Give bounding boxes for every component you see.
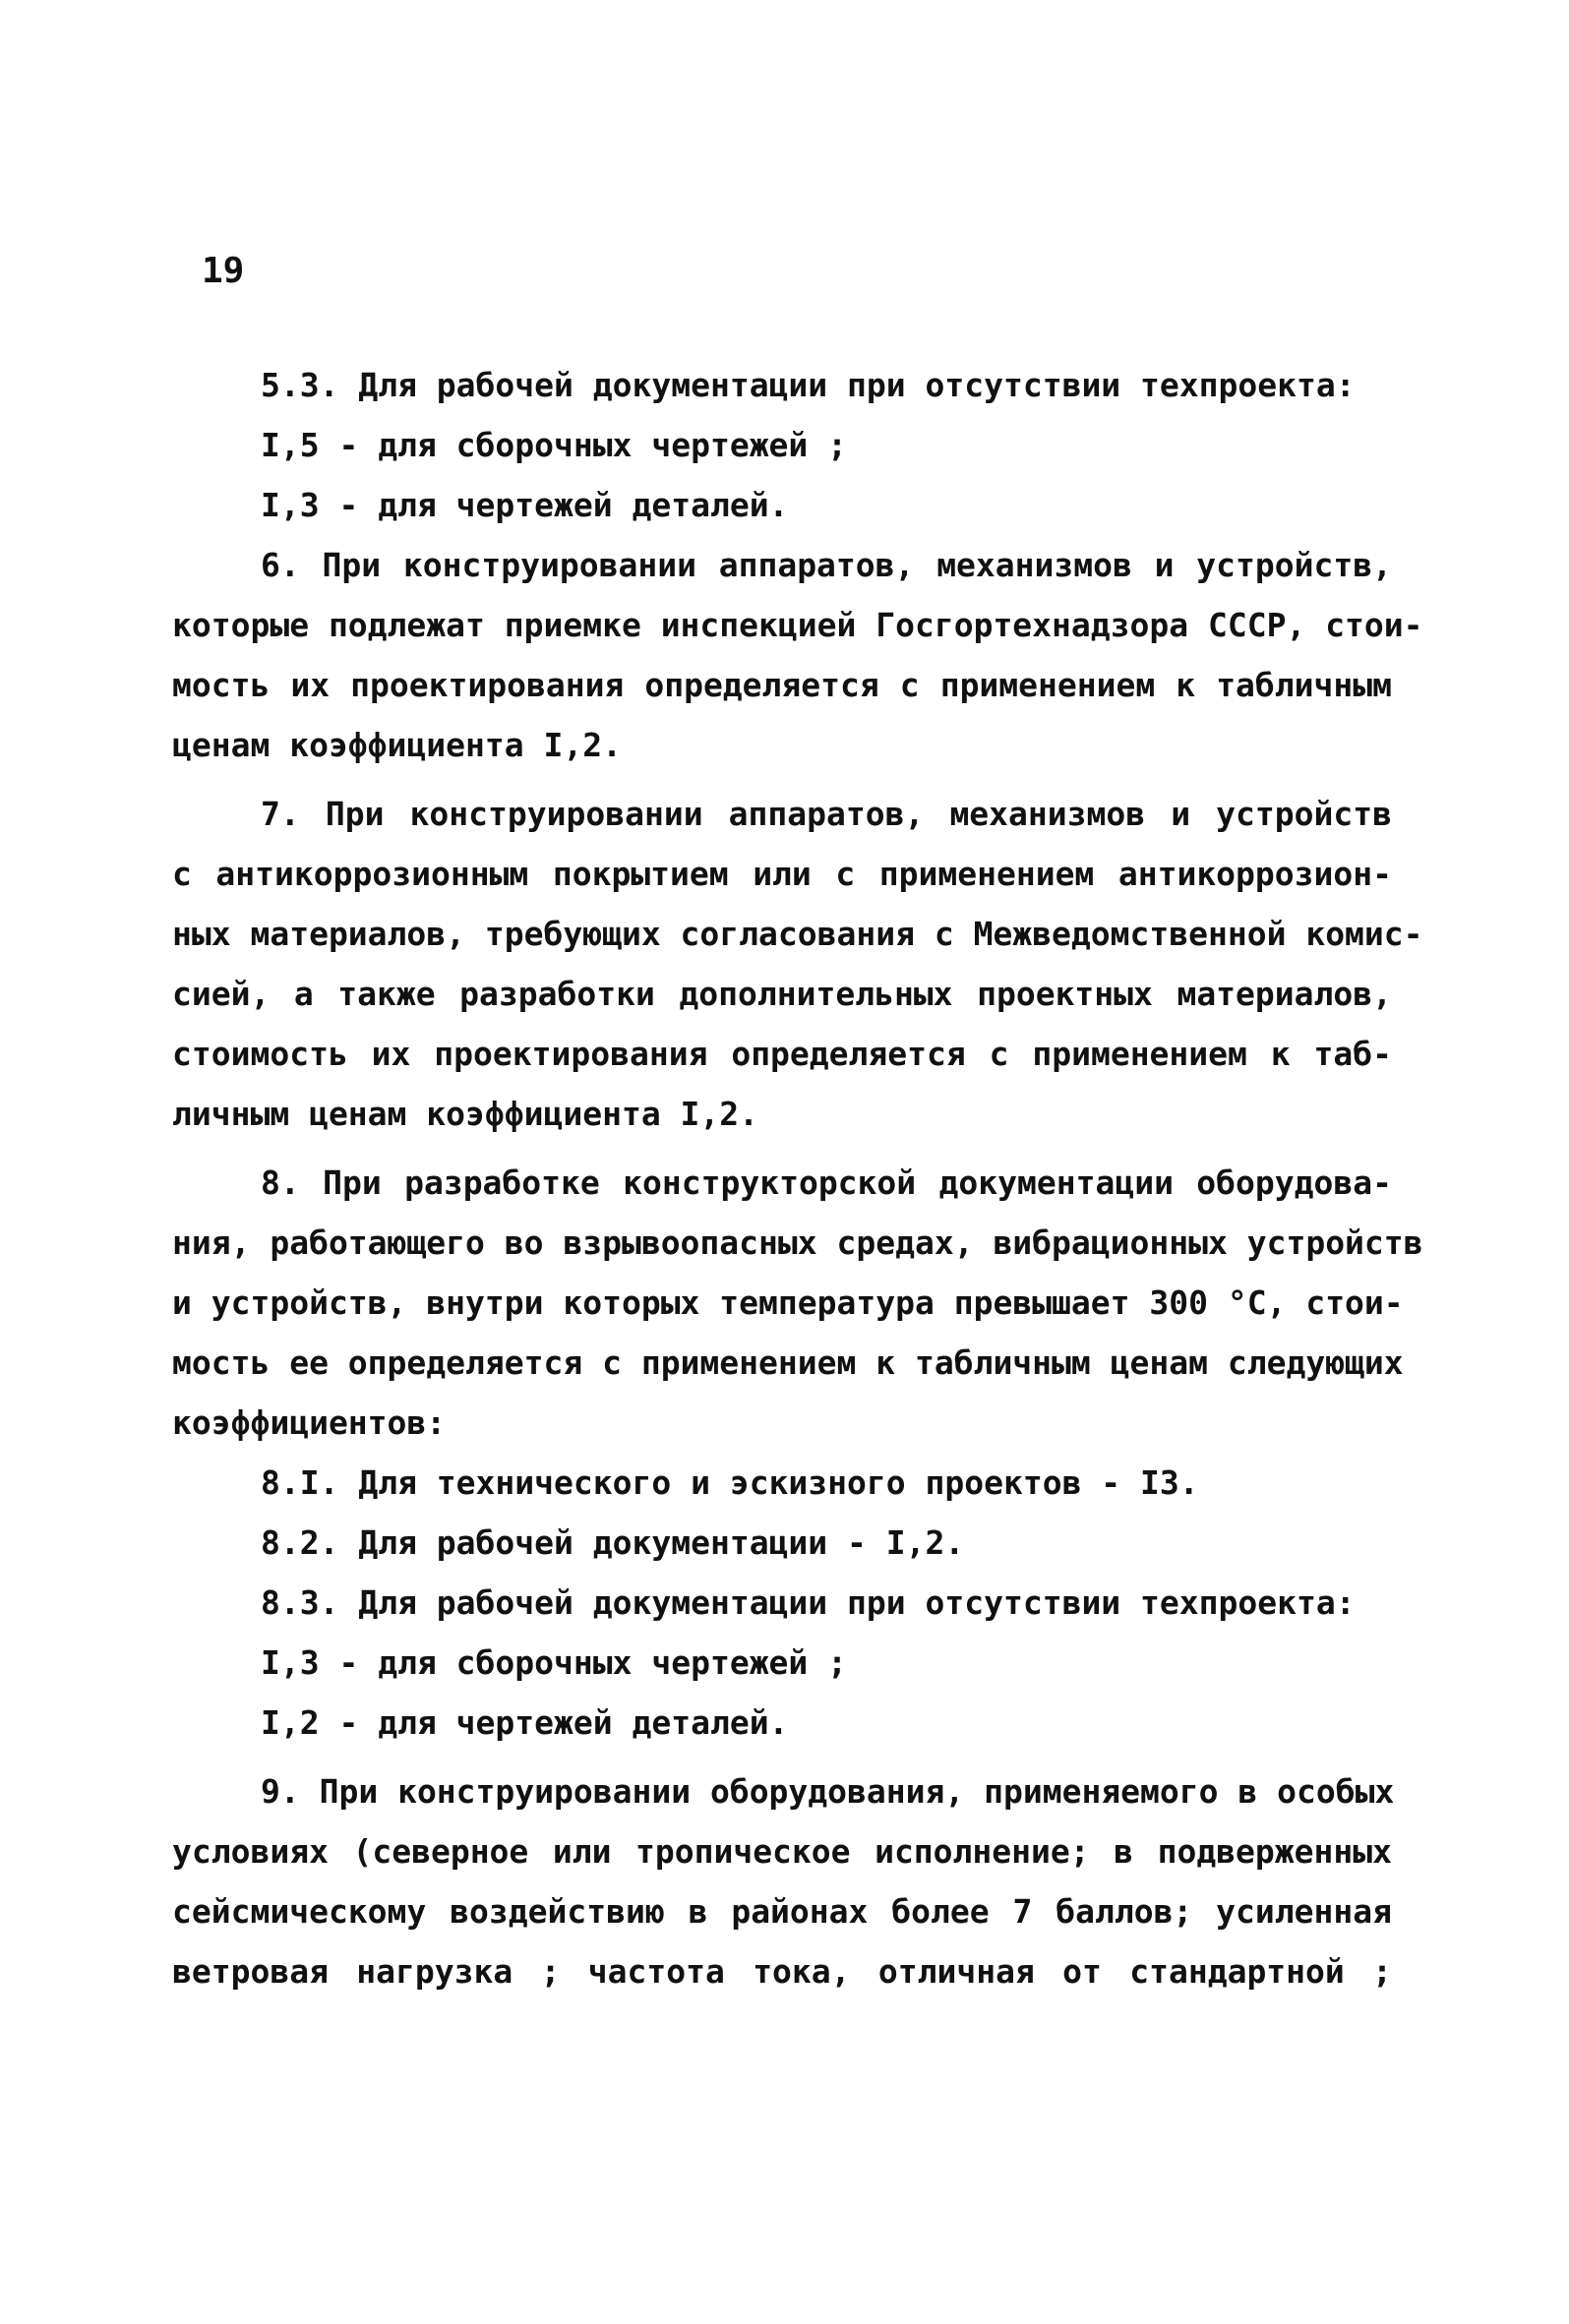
text-line-12: стоимость их проектирования определяется с применением к таб-: [172, 1035, 1392, 1073]
text-line-26: сейсмическому воздействию в районах более 7 баллов; усиленная: [172, 1892, 1392, 1931]
text-line-3: I,3 - для чертежей деталей.: [261, 486, 789, 524]
text-line-9: с антикоррозионным покрытием или с применением антикоррозион-: [172, 855, 1392, 893]
text-line-19: 8.I. Для технического и эскизного проектов - I3.: [261, 1463, 1199, 1502]
text-line-25: условиях (северное или тропическое исполнение; в подверженных: [172, 1832, 1392, 1871]
text-line-6: мость их проектирования определяется с применением к табличным: [172, 666, 1392, 704]
text-line-17: мость ее определяется с применением к табличным ценам следующих: [172, 1343, 1404, 1382]
text-line-7: ценам коэффициента I,2.: [172, 726, 622, 764]
text-line-27: ветровая нагрузка ; частота тока, отличная от стандартной ;: [172, 1952, 1392, 1991]
text-line-24: 9. При конструировании оборудования, применяемого в особых: [261, 1772, 1395, 1811]
text-line-4: 6. При конструировании аппаратов, механизмов и устройств,: [261, 546, 1392, 584]
text-line-5: которые подлежат приемке инспекцией Госгортехнадзора СССР, стои-: [172, 606, 1423, 644]
text-line-11: сией, а также разработки дополнительных проектных материалов,: [172, 975, 1392, 1013]
text-line-20: 8.2. Для рабочей документации - I,2.: [261, 1523, 965, 1562]
text-line-8: 7. При конструировании аппаратов, механизмов и устройств: [261, 795, 1392, 833]
text-line-13: личным ценам коэффициента I,2.: [172, 1095, 759, 1133]
text-line-2: I,5 - для сборочных чертежей ;: [261, 426, 848, 464]
text-line-15: ния, работающего во взрывоопасных средах, вибрационных устройств: [172, 1223, 1423, 1262]
text-line-16: и устройств, внутри которых температура превышает 300 °С, стои-: [172, 1283, 1404, 1322]
text-line-14: 8. При разработке конструкторской документации оборудова-: [261, 1163, 1392, 1202]
text-line-1: 5.3. Для рабочей документации при отсутствии техпроекта:: [261, 366, 1356, 404]
text-line-23: I,2 - для чертежей деталей.: [261, 1703, 789, 1742]
page-number: 19: [202, 251, 245, 291]
text-line-18: коэффициентов:: [172, 1403, 447, 1442]
text-line-21: 8.3. Для рабочей документации при отсутствии техпроекта:: [261, 1583, 1356, 1622]
text-line-10: ных материалов, требующих согласования с Межведомственной комис-: [172, 915, 1423, 953]
text-line-22: I,3 - для сборочных чертежей ;: [261, 1643, 848, 1682]
